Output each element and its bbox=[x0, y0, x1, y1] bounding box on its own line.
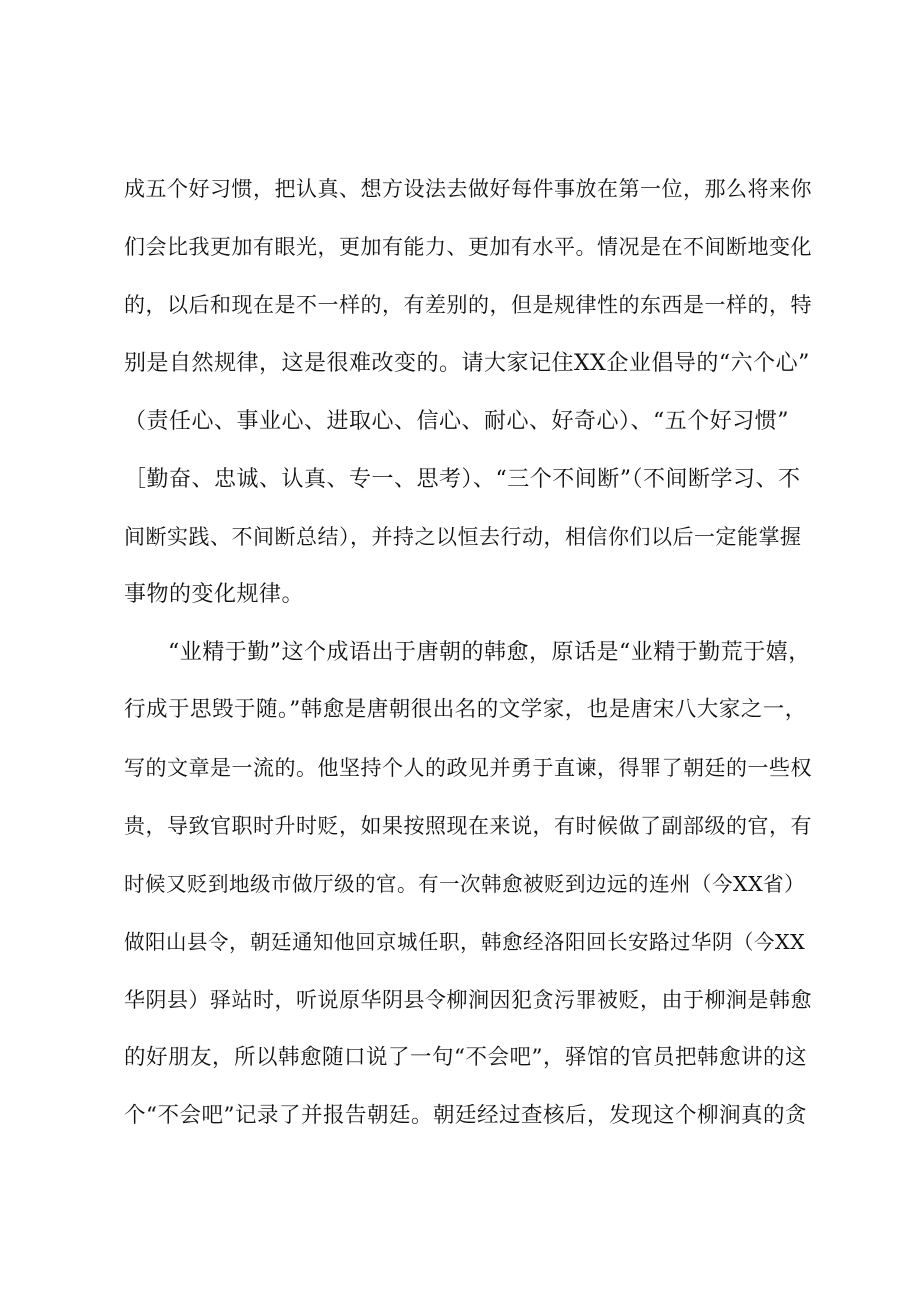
text-line-8: 事物的变化规律。 bbox=[124, 582, 305, 607]
text-line-5: （责任心、事业心、进取心、信心、耐心、好奇心）、“五个好习惯” bbox=[124, 409, 789, 434]
text-line-6: ［勤奋、忠诚、认真、专一、思考）、“三个不间断”（不间断学习、不 bbox=[124, 467, 801, 492]
text-line-9: “业精于勤”这个成语出于唐朝的韩愈，原话是“业精于勤荒于嬉， bbox=[168, 640, 811, 665]
text-line-15: 华阴县）驿站时，听说原华阴县令柳涧因犯贪污罪被贬，由于柳涧是韩愈 bbox=[124, 988, 812, 1012]
text-line-10: 行成于思毁于随。”韩愈是唐朝很出名的文学家，也是唐宋八大家之一， bbox=[124, 697, 807, 722]
text-line-17: 个“不会吧”记录了并报告朝廷。朝廷经过查核后，发现这个柳涧真的贪 bbox=[124, 1103, 807, 1128]
text-line-7: 间断实践、不间断总结），并持之以恒去行动，相信你们以后一定能掌握 bbox=[124, 525, 802, 549]
text-line-2: 们会比我更加有眼光，更加有能力、更加有水平。情况是在不间断地变化 bbox=[124, 235, 812, 259]
text-line-1: 成五个好习惯，把认真、想方设法去做好每件事放在第一位，那么将来你 bbox=[124, 177, 812, 201]
text-line-3: 的，以后和现在是不一样的，有差别的，但是规律性的东西是一样的，特 bbox=[124, 293, 812, 317]
text-line-11: 写的文章是一流的。他坚持个人的政见并勇于直谏，得罪了朝廷的一些权 bbox=[124, 756, 812, 780]
text-line-13: 时候又贬到地级市做厅级的官。有一次韩愈被贬到边远的连州（今XX省） bbox=[124, 872, 806, 896]
text-line-4: 别是自然规律，这是很难改变的。请大家记住XX企业倡导的“六个心” bbox=[124, 351, 810, 376]
text-line-16: 的好朋友，所以韩愈随口说了一句“不会吧”，驿馆的官员把韩愈讲的这 bbox=[124, 1045, 807, 1070]
text-line-12: 贵，导致官职时升时贬，如果按照现在来说，有时候做了副部级的官，有 bbox=[124, 814, 812, 838]
text-line-14: 做阳山县令，朝廷通知他回京城任职，韩愈经洛阳回长安路过华阴（今XX bbox=[124, 930, 806, 954]
